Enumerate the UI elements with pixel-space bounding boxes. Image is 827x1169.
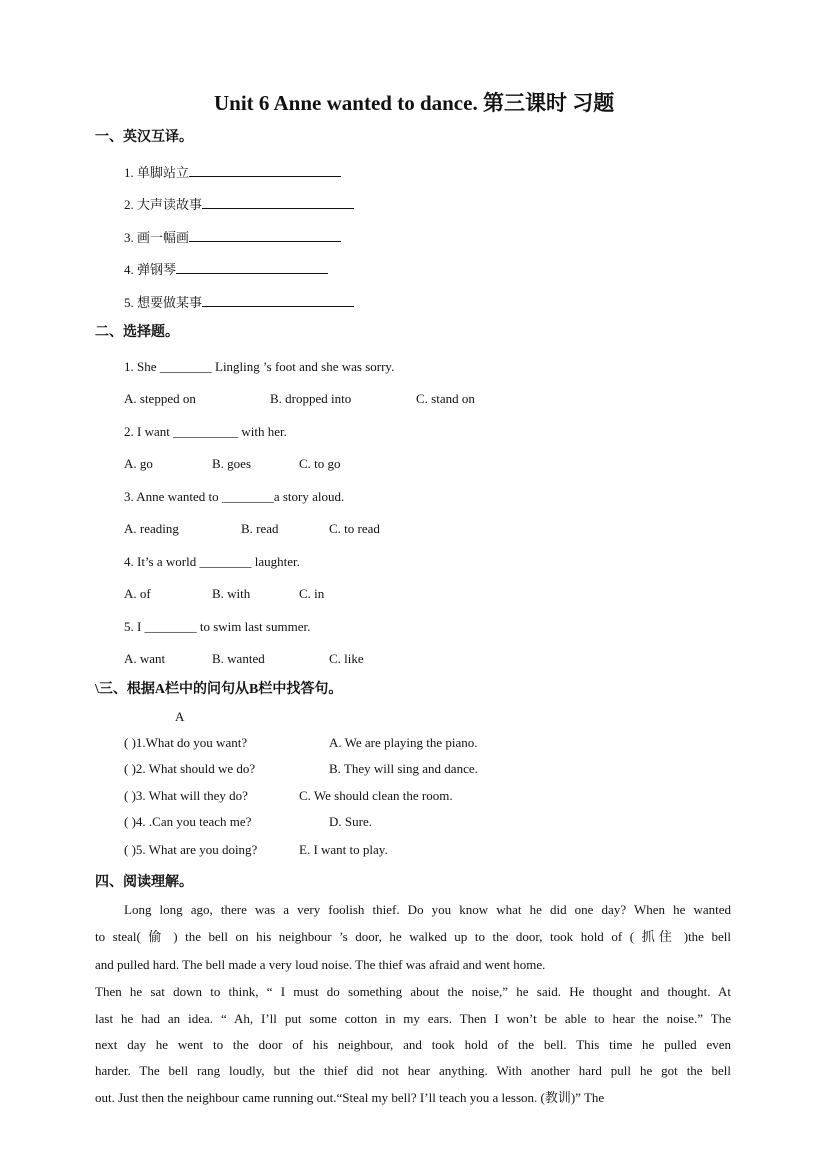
answer-blank — [176, 261, 328, 274]
match-question: ( )4. .Can you teach me? — [124, 814, 252, 829]
passage-line: out. Just then the neighbour came running out.“Steal my bell? I’ll teach you a lesson. (教训)” The — [95, 1090, 605, 1105]
option: B. dropped into — [270, 391, 352, 406]
option: C. in — [299, 586, 325, 601]
question-stem: 3. Anne wanted to ________a story aloud. — [124, 489, 345, 504]
passage-line: last he had an idea. “ Ah, I’ll put some cotton in my ears. Then I won’t be able to hear the noise.” The — [95, 1011, 731, 1026]
item-text: 5. 想要做某事 — [124, 295, 203, 310]
page-title: Unit 6 Anne wanted to dance. 第三课时 习题 — [214, 91, 615, 115]
passage-line: to steal( 偷 ) the bell on his neighbour ’s door, he walked up to the door, took hold of ( 抓住 )the bell — [95, 929, 731, 944]
passage-line: Long long ago, there was a very foolish thief. Do you know what he did one day? When he wanted — [124, 902, 731, 917]
question-stem: 5. I ________ to swim last summer. — [124, 619, 311, 634]
item-text: 4. 弹钢琴 — [124, 262, 177, 277]
section1-heading: 一、英汉互译。 — [95, 130, 193, 145]
passage-line: next day he went to the door of his neighbour, and took hold of the bell. This time he pulled even — [95, 1037, 731, 1052]
option: B. read — [241, 521, 279, 536]
item-text: 1. 单脚站立 — [124, 165, 190, 180]
translation-item — [124, 196, 354, 213]
section4-heading: 四、阅读理解。 — [95, 875, 193, 890]
match-question: ( )1.What do you want? — [124, 735, 248, 750]
option: B. goes — [212, 456, 251, 471]
match-question: ( )2. What should we do? — [124, 761, 256, 776]
question-stem: 4. It’s a world ________ laughter. — [124, 554, 300, 569]
option: C. stand on — [416, 391, 475, 406]
match-question: ( )5. What are you doing? — [124, 842, 258, 857]
option: C. to read — [329, 521, 380, 536]
question-stem: 1. She ________ Lingling ’s foot and she was sorry. — [124, 359, 395, 374]
option: A. of — [124, 586, 151, 601]
translation-item — [124, 164, 341, 181]
translation-item — [124, 229, 341, 246]
match-answer: B. They will sing and dance. — [329, 761, 478, 776]
answer-blank — [202, 294, 354, 307]
question-stem: 2. I want __________ with her. — [124, 424, 287, 439]
answer-blank — [202, 196, 354, 209]
match-answer: C. We should clean the room. — [299, 788, 453, 803]
section2-heading: 二、选择题。 — [95, 325, 179, 340]
translation-item — [124, 261, 328, 278]
option: A. reading — [124, 521, 179, 536]
section3-heading: \三、根据A栏中的问句从B栏中找答句。 — [95, 682, 343, 697]
translation-item — [124, 294, 354, 311]
column-label: A — [175, 709, 185, 724]
option: C. like — [329, 651, 364, 666]
passage-line: harder. The bell rang loudly, but the thief did not hear anything. With another hard pull he got the bell — [95, 1063, 731, 1078]
option: A. stepped on — [124, 391, 196, 406]
option: B. with — [212, 586, 251, 601]
option: A. want — [124, 651, 166, 666]
match-question: ( )3. What will they do? — [124, 788, 248, 803]
answer-blank — [189, 229, 341, 242]
answer-blank — [189, 164, 341, 177]
passage-line: and pulled hard. The bell made a very loud noise. The thief was afraid and went home. — [95, 957, 546, 972]
item-text: 3. 画一幅画 — [124, 230, 190, 245]
passage-line: Then he sat down to think, “ I must do something about the noise,” he said. He thought and thought. At — [95, 984, 731, 999]
option: C. to go — [299, 456, 341, 471]
match-answer: A. We are playing the piano. — [329, 735, 478, 750]
match-answer: D. Sure. — [329, 814, 372, 829]
match-answer: E. I want to play. — [299, 842, 388, 857]
option: B. wanted — [212, 651, 265, 666]
item-text: 2. 大声读故事 — [124, 197, 203, 212]
option: A. go — [124, 456, 153, 471]
